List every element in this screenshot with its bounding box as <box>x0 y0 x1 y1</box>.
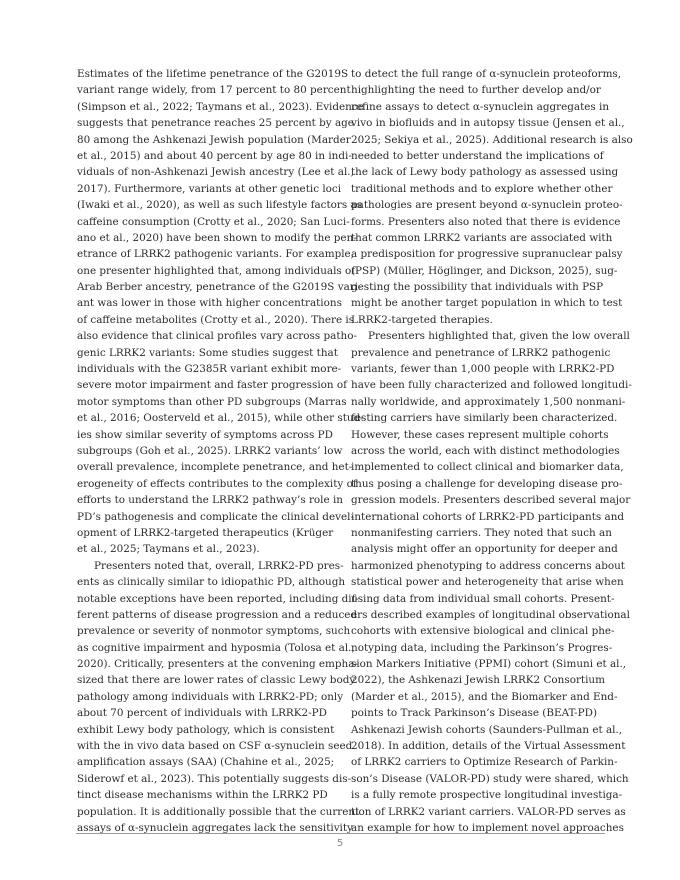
text-line: analysis might offer an opportunity for deeper and <box>351 543 618 556</box>
text-line: However, these cases represent multiple cohorts <box>351 428 609 441</box>
text-line: Siderowf et al., 2023). This potentially suggests dis- <box>77 772 352 785</box>
text-line: Estimates of the lifetime penetrance of the G2019S <box>77 68 349 80</box>
text-line: subgroups (Goh et al., 2025). LRRK2 variants’ low <box>77 444 343 457</box>
footer-divider <box>76 833 605 834</box>
text-line: motor symptoms than other PD subgroups (Marras <box>77 395 347 408</box>
text-line: statistical power and heterogeneity that arise when <box>351 576 624 589</box>
text-line: exhibit Lewy body pathology, which is consistent <box>77 723 335 736</box>
text-line: refine assays to detect α-synuclein aggregates in <box>351 100 610 113</box>
text-line: LRRK2-targeted therapies. <box>351 313 493 326</box>
text-line: festing carriers have similarly been characterized. <box>351 412 618 425</box>
text-line: amplification assays (SAA) (Chahine et al., 2025; <box>77 756 335 769</box>
text-line: (Iwaki et al., 2020), as well as such lifestyle factors as <box>77 199 363 212</box>
text-line: thus posing a challenge for developing disease pro- <box>351 477 623 490</box>
text-line: gesting the possibility that individuals with PSP <box>351 281 604 294</box>
text-line: PD’s pathogenesis and complicate the clinical devel- <box>77 510 354 523</box>
text-line: ferent patterns of disease progression and a reduced <box>77 608 358 621</box>
right-column <box>351 66 633 836</box>
text-line: sion Markers Initiative (PPMI) cohort (Simuni et al., <box>351 658 627 671</box>
left-column <box>77 66 364 836</box>
text-line: with the in vivo data based on CSF α-synuclein seed <box>77 740 353 753</box>
text-line: suggests that penetrance reaches 25 percent by age <box>77 117 354 130</box>
text-line: of caffeine metabolites (Crotty et al., 2020). There is <box>77 313 355 326</box>
text-line: variant range widely, from 17 percent to 80 percent <box>77 84 351 97</box>
text-line: erogeneity of effects contributes to the complexity of <box>77 477 357 490</box>
text-line: efforts to understand the LRRK2 pathway’s role in <box>77 494 343 507</box>
text-line: etrance of LRRK2 pathogenic variants. For example, <box>77 248 354 261</box>
text-line: notyping data, including the Parkinson’s Progres- <box>351 641 613 654</box>
text-line: overall prevalence, incomplete penetrance, and het- <box>77 461 353 474</box>
text-line: that common LRRK2 variants are associated with <box>351 231 613 244</box>
text-line: (Marder et al., 2015), and the Biomarker and End- <box>351 690 618 703</box>
text-line: needed to better understand the implications of <box>351 149 604 162</box>
page-number: 5 <box>336 838 344 849</box>
text-line: genic LRRK2 variants: Some studies suggest that <box>77 346 338 359</box>
text-line: using data from individual small cohorts. Present- <box>351 592 615 605</box>
text-line: might be another target population in which to test <box>351 297 623 310</box>
text-line: 2025; Sekiya et al., 2025). Additional research is also <box>351 133 633 146</box>
text-line: Ashkenazi Jewish cohorts (Saunders-Pullman et al., <box>351 723 623 736</box>
text-line: pathology among individuals with LRRK2-PD; only <box>77 690 344 703</box>
text-line: assays of α-synuclein aggregates lack the sensitivity <box>77 821 353 834</box>
text-line: cohorts with extensive biological and clinical phe- <box>351 625 615 638</box>
text-line: have been fully characterized and followed longitudi- <box>351 379 632 392</box>
text-line: et al., 2016; Oosterveld et al., 2015), while other stud- <box>77 412 364 425</box>
text-line: 2022), the Ashkenazi Jewish LRRK2 Consortium <box>351 674 605 687</box>
text-line: severe motor impairment and faster progression of <box>77 379 348 392</box>
text-line: Presenters highlighted that, given the low overall <box>368 330 630 343</box>
text-line: as cognitive impairment and hyposmia (Tolosa et al., <box>77 641 355 654</box>
text-line: 2017). Furthermore, variants at other genetic loci <box>77 182 342 195</box>
text-line: opment of LRRK2-targeted therapeutics (Krüger <box>77 526 334 539</box>
text-line: 80 among the Ashkenazi Jewish population (Marder <box>77 133 351 146</box>
text-line: ant was lower in those with higher concentrations <box>77 297 342 310</box>
text-line: pathologies are present beyond α-synuclein proteo- <box>351 199 623 212</box>
text-line: tion of LRRK2 variant carriers. VALOR-PD serves as <box>351 805 626 818</box>
text-line: a predisposition for progressive supranuclear palsy <box>351 248 623 261</box>
text-line: points to Track Parkinson’s Disease (BEAT-PD) <box>351 707 597 720</box>
text-line: nonmanifesting carriers. They noted that such an <box>351 526 612 539</box>
text-line: is a fully remote prospective longitudinal investiga- <box>351 789 623 802</box>
text-line: et al., 2025; Taymans et al., 2023). <box>77 543 260 556</box>
text-line: Arab Berber ancestry, penetrance of the G2019S vari- <box>77 281 362 294</box>
text-line: ents as clinically similar to idiopathic PD, although <box>77 576 346 589</box>
text-line: international cohorts of LRRK2-PD participants and <box>351 510 625 523</box>
text-line: (Simpson et al., 2022; Taymans et al., 2023). Evidence <box>77 100 364 113</box>
text-line: prevalence or severity of nonmotor symptoms, such <box>77 625 351 638</box>
text-line: the lack of Lewy body pathology as assessed using <box>351 166 619 179</box>
text-line: traditional methods and to explore whether other <box>351 182 613 195</box>
text-line: nally worldwide, and approximately 1,500 nonmani- <box>351 395 626 408</box>
text-line: son’s Disease (VALOR-PD) study were shared, which <box>351 772 629 785</box>
text-line: an example for how to implement novel approaches <box>351 821 624 834</box>
text-line: individuals with the G2385R variant exhibit more- <box>77 363 342 376</box>
text-line: sized that there are lower rates of classic Lewy body <box>77 674 356 687</box>
text-line: ies show similar severity of symptoms across PD <box>77 428 333 441</box>
text-line: also evidence that clinical profiles vary across patho- <box>77 330 357 343</box>
text-line: population. It is additionally possible that the current <box>77 805 360 818</box>
text-line: implemented to collect clinical and biomarker data, <box>351 461 624 474</box>
text-line: variants, fewer than 1,000 people with LRRK2-PD <box>351 363 615 376</box>
text-line: highlighting the need to further develop and/or <box>351 84 601 97</box>
text-line: (PSP) (Müller, Höglinger, and Dickson, 2025), sug- <box>351 264 618 277</box>
text-line: vivo in biofluids and in autopsy tissue (Jensen et al., <box>351 117 625 130</box>
text-line: one presenter highlighted that, among individuals of <box>77 264 356 277</box>
text-line: across the world, each with distinct methodologies <box>351 444 620 457</box>
text-line: about 70 percent of individuals with LRRK2-PD <box>77 707 327 720</box>
text-line: viduals of non-Ashkenazi Jewish ancestry (Lee et al., <box>77 166 354 179</box>
text-line: 2020). Critically, presenters at the convening empha- <box>77 658 358 671</box>
text-line: forms. Presenters also noted that there is evidence <box>351 215 621 228</box>
text-line: caffeine consumption (Crotty et al., 2020; San Luci- <box>77 215 350 228</box>
text-line: of LRRK2 carriers to Optimize Research of Parkin- <box>351 756 618 769</box>
text-line: prevalence and penetrance of LRRK2 pathogenic <box>351 346 611 359</box>
text-line: 2018). In addition, details of the Virtual Assessment <box>351 740 626 753</box>
text-line: notable exceptions have been reported, including dif- <box>77 592 359 605</box>
text-line: ano et al., 2020) have been shown to modify the pen- <box>77 231 357 244</box>
text-line: ers described examples of longitudinal observational <box>351 608 630 621</box>
text-line: et al., 2015) and about 40 percent by age 80 in indi- <box>77 149 352 162</box>
text-line: Presenters noted that, overall, LRRK2-PD pres- <box>94 559 344 572</box>
text-line: to detect the full range of α-synuclein proteoforms, <box>351 68 622 80</box>
text-line: gression models. Presenters described several major <box>351 494 631 507</box>
text-line: tinct disease mechanisms within the LRRK2 PD <box>77 789 328 802</box>
text-line: harmonized phenotyping to address concerns about <box>351 559 625 572</box>
